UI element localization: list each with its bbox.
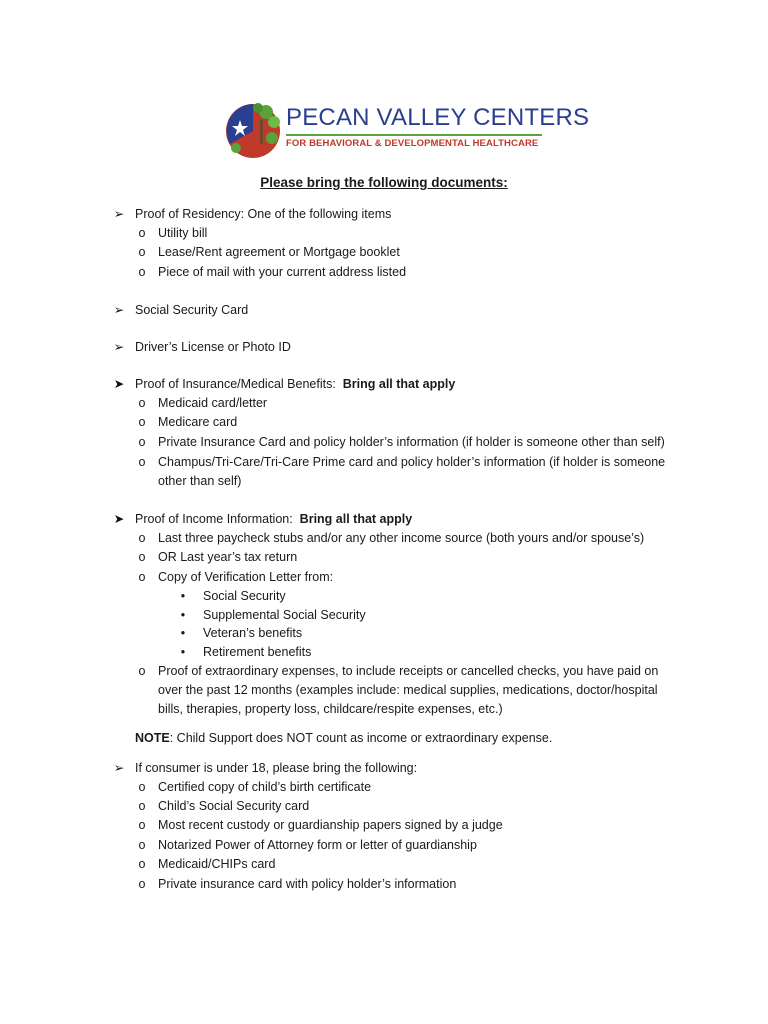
insurance-item-continued: other than self): [158, 474, 242, 488]
circle-bullet-icon: o: [138, 435, 146, 449]
insurance-item: Medicare card: [158, 415, 238, 429]
income-item-continued: bills, therapies, property loss, childcare/respite expenses, etc.): [158, 702, 503, 716]
minor-item: Medicaid/CHIPs card: [158, 857, 276, 871]
circle-bullet-icon: o: [138, 570, 146, 584]
arrow-bullet-icon: ➤: [113, 512, 125, 526]
logo-name: PECAN VALLEY CENTERS: [286, 104, 590, 131]
page-title: Please bring the following documents:: [260, 175, 508, 190]
bullet-icon: •: [180, 589, 186, 603]
insurance-label: Proof of Insurance/Medical Benefits:: [135, 377, 336, 391]
circle-bullet-icon: o: [138, 799, 146, 813]
license-label: Driver’s License or Photo ID: [135, 340, 291, 354]
minor-item: Child’s Social Security card: [158, 799, 310, 813]
residency-item: Piece of mail with your current address listed: [158, 265, 407, 279]
arrow-bullet-icon: ➢: [113, 761, 125, 775]
minor-label: If consumer is under 18, please bring the following:: [135, 761, 418, 775]
circle-bullet-icon: o: [138, 780, 146, 794]
arrow-bullet-icon: ➢: [113, 303, 125, 317]
income-item: Proof of extraordinary expenses, to include receipts or cancelled checks, you have paid on: [158, 664, 659, 678]
circle-bullet-icon: o: [138, 550, 146, 564]
logo-emblem-icon: [222, 98, 284, 160]
bullet-icon: •: [180, 626, 186, 640]
logo-tagline: FOR BEHAVIORAL & DEVELOPMENTAL HEALTHCARE: [286, 138, 539, 149]
arrow-bullet-icon: ➢: [113, 340, 125, 354]
income-item: Last three paycheck stubs and/or any other income source (both yours and/or spouse’s): [158, 531, 645, 545]
arrow-bullet-icon: ➤: [113, 377, 125, 391]
circle-bullet-icon: o: [138, 664, 146, 678]
arrow-bullet-icon: ➢: [113, 207, 125, 221]
residency-item: Lease/Rent agreement or Mortgage booklet: [158, 245, 400, 259]
circle-bullet-icon: o: [138, 877, 146, 891]
bullet-icon: •: [180, 608, 186, 622]
minor-item: Certified copy of child’s birth certificate: [158, 780, 372, 794]
income-item-continued: over the past 12 months (examples include: medical supplies, medications, doctor/hospital: [158, 683, 658, 697]
insurance-item: Champus/Tri-Care/Tri-Care Prime card and policy holder’s information (if holder is someone: [158, 455, 666, 469]
income-sub-item: Veteran’s benefits: [203, 626, 303, 640]
ssn-label: Social Security Card: [135, 303, 249, 317]
circle-bullet-icon: o: [138, 838, 146, 852]
circle-bullet-icon: o: [138, 455, 146, 469]
residency-label: Proof of Residency: One of the following items: [135, 207, 392, 221]
circle-bullet-icon: o: [138, 818, 146, 832]
minor-item: Private insurance card with policy holder’s information: [158, 877, 457, 891]
circle-bullet-icon: o: [138, 396, 146, 410]
income-sub-item: Retirement benefits: [203, 645, 312, 659]
circle-bullet-icon: o: [138, 265, 146, 279]
income-item: Copy of Verification Letter from:: [158, 570, 334, 584]
circle-bullet-icon: o: [138, 415, 146, 429]
bullet-icon: •: [180, 645, 186, 659]
note: [135, 730, 552, 746]
minor-item: Most recent custody or guardianship papers signed by a judge: [158, 818, 503, 832]
note-label: NOTE: [135, 731, 170, 745]
circle-bullet-icon: o: [138, 226, 146, 240]
circle-bullet-icon: o: [138, 245, 146, 259]
income-item: OR Last year’s tax return: [158, 550, 298, 564]
income-bold: Bring all that apply: [299, 512, 413, 526]
insurance-bold: Bring all that apply: [342, 377, 456, 391]
pecan-valley-logo: [222, 98, 590, 160]
income-sub-item: Supplemental Social Security: [203, 608, 366, 622]
insurance-item: Medicaid card/letter: [158, 396, 268, 410]
circle-bullet-icon: o: [138, 857, 146, 871]
income-label: Proof of Income Information:: [135, 512, 293, 526]
insurance-item: Private Insurance Card and policy holder’s information (if holder is someone other than self): [158, 435, 665, 449]
minor-item: Notarized Power of Attorney form or letter of guardianship: [158, 838, 477, 852]
logo-divider: [286, 134, 542, 136]
residency-item: Utility bill: [158, 226, 208, 240]
circle-bullet-icon: o: [138, 531, 146, 545]
note-text: : Child Support does NOT count as income or extraordinary expense.: [169, 731, 553, 745]
income-sub-item: Social Security: [203, 589, 286, 603]
